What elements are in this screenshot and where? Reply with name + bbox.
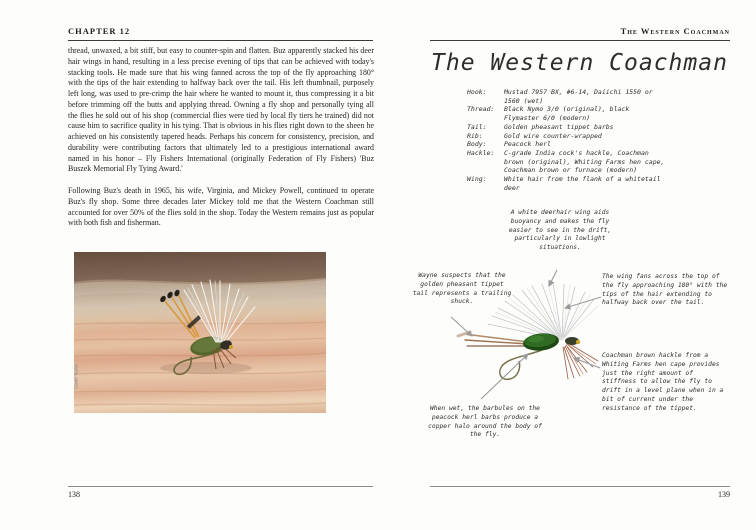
recipe-row-tail: [467, 123, 667, 132]
pattern-title: The Western Coachman: [431, 50, 728, 76]
recipe-label: Wing:: [467, 175, 487, 184]
fly-photograph: [74, 252, 326, 413]
annotation-body-halo: When wet, the barbules on the peacock herl barbs produce a copper halo around the body of the fly.: [428, 405, 542, 439]
left-running-head: CHAPTER 12: [68, 26, 131, 36]
recipe-label: Body:: [467, 140, 487, 149]
left-foot-rule: [68, 486, 373, 487]
body-paragraph: Following Buz's death in 1965, his wife, Virginia, and Mickey Powell, continued to operate Buz's fly shop. Some three decades later Mickey told me that the Western Coachman still accounted for over 50% of the flies sold in the shop. Today the Western remains just as popular with both fish and fisherman.: [68, 186, 374, 228]
recipe-value: Golden pheasant tippet barbs: [504, 122, 614, 131]
recipe-label: Hook:: [467, 88, 487, 96]
recipe-row-wing: [467, 175, 667, 192]
recipe-row-rib: [467, 132, 667, 141]
recipe-label: Tail:: [467, 122, 487, 131]
recipe-label: Thread:: [467, 105, 495, 114]
annotation-hackle: Coachman brown hackle from a Whiting Farms hen cape provides just the right amount of stiffness to allow the fly to drift in a level plane when in a bit of current under the resistance of the tippet.: [602, 352, 724, 412]
left-head-rule: [68, 40, 373, 41]
recipe-label: Rib:: [467, 131, 483, 140]
recipe-row-hackle: [467, 149, 667, 175]
body-text-column: [68, 46, 374, 240]
recipe-value: Peacock herl: [504, 140, 551, 149]
annotation-wing-fan: The wing fans across the top of the fly approaching 180° with the tips of the hair extending to halfway back over the tail.: [602, 273, 728, 307]
right-foot-rule: [430, 486, 730, 487]
annotation-wing-buoyancy: A white deerhair wing aids buoyancy and makes the fly easier to see in the drift, particularly in lowlight situations.: [508, 209, 612, 252]
recipe-label: Hackle:: [467, 148, 495, 157]
left-page-number: 138: [68, 490, 80, 499]
recipe-value: Gold wire counter-wrapped: [504, 131, 602, 140]
recipe-value: C-grade India cock's hackle, Coachman brown (original), Whiting Farms hen cape, Coachman brown or furnace (modern): [504, 148, 665, 175]
recipe-row-hook: [467, 88, 667, 105]
right-head-rule: [430, 40, 730, 41]
annotation-tail-shuck: Wayne suspects that the golden pheasant tippet tail represents a trailing shuck.: [412, 272, 512, 306]
recipe-row-body: [467, 140, 667, 149]
right-running-head: The Western Coachman: [620, 26, 730, 36]
right-page-number: 139: [718, 490, 730, 499]
recipe-row-thread: [467, 105, 667, 122]
photo-credit: David Taylor: [73, 364, 79, 389]
recipe-value: White hair from the flank of a whitetail deer: [504, 175, 661, 192]
recipe-value: Black Nymo 3/0 (original), black Flymaster 6/0 (modern): [504, 105, 630, 123]
recipe-value: Mustad 7957 BX, #6-14, Daiichi 1550 or 1560 (wet): [504, 88, 653, 105]
body-paragraph: thread, unwaxed, a bit stiff, but easy to counter-spin and flatten. Buz apparently stacked his deer hair wings in hand, resulting in a less precise evening of tips that can be achieved with today's stacking tools. He made sure that his wing fanned across the top of the fly approaching 180° with the tips of the hair extending to halfway back over the tail. His left thumbnail, purposely left long, was used to pre-crimp the hair where he wanted to mount it, thus compressing it a bit before trimming off the butts and applying thread. Owning a fly shop and personally tying all the flies he sold out of his shop (commercial flies were tied by local fly tiers he trained) did not cause him to sacrifice quality in his tying. That is obvious in his flies right down to the sheen he achieved on his consistently tapered heads. Perhaps his concern for consistency, precision, and durability were contributing factors that ultimately led to a prestigious international award named in his honor – Fly Fishers International (originally Federation of Fly Fishers) 'Buz Buszek Memorial Fly Tying Award.': [68, 46, 374, 174]
fly-photo-art: [74, 252, 326, 413]
fly-recipe: [467, 88, 667, 192]
